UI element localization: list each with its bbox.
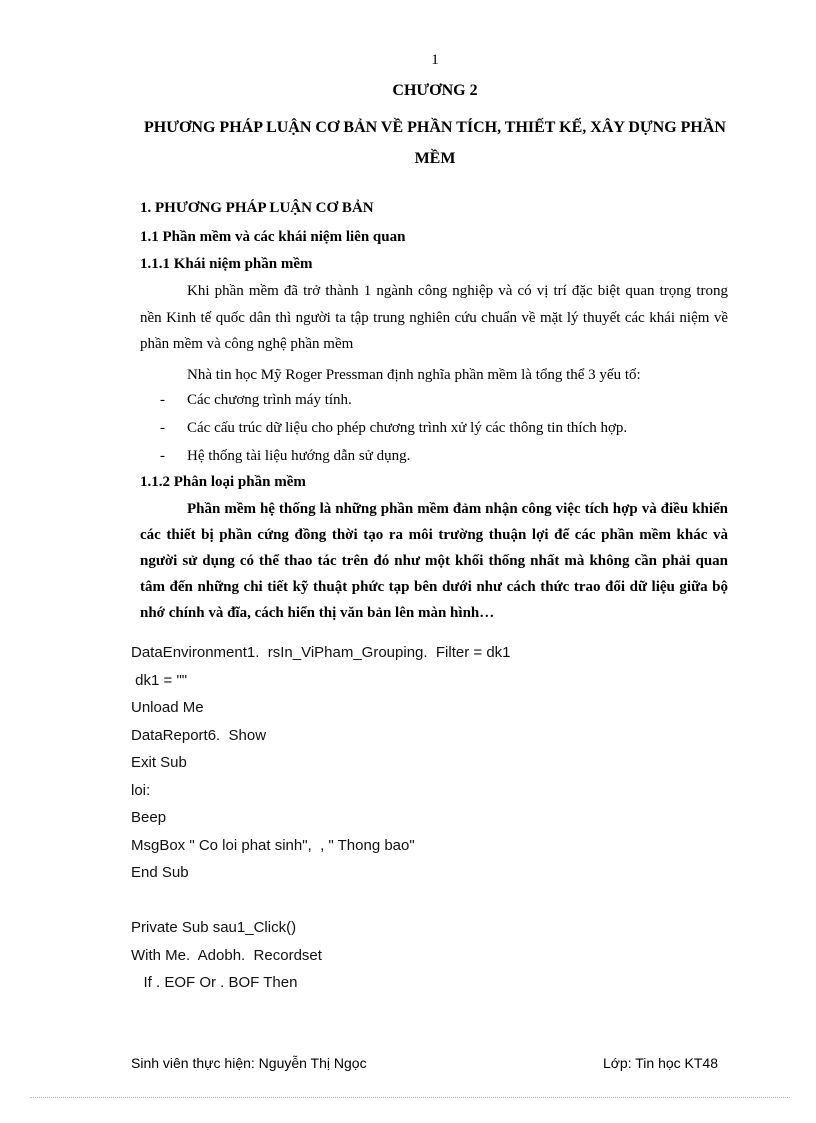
code-line: MsgBox " Co loi phat sinh", , " Thong bao" (131, 836, 415, 854)
chapter-heading: CHƯƠNG 2 (392, 82, 478, 99)
code-line: With Me. Adobh. Recordset (131, 946, 322, 964)
section-heading-1: 1. PHƯƠNG PHÁP LUẬN CƠ BẢN (140, 200, 374, 216)
paragraph-system-software (140, 496, 728, 626)
bullet-dash: - (160, 392, 165, 408)
code-line: DataReport6. Show (131, 726, 267, 744)
code-line: Unload Me (131, 699, 204, 716)
code-line: loi: (131, 781, 151, 799)
code-line: Exit Sub (131, 754, 187, 771)
bullet-item (160, 448, 410, 465)
page-number: 1 (431, 52, 439, 68)
bullet-text: Các cấu trúc dữ liệu cho phép chương trình xử lý các thông tin thích hợp. (187, 420, 628, 436)
bullet-item (160, 392, 352, 409)
paragraph-lead-term: Phần mềm hệ thống (187, 501, 316, 517)
section-heading-1-1: 1.1 Phần mềm và các khái niệm liên quan (140, 229, 406, 245)
footer-class: Lớp: Tin học KT48 (602, 1055, 718, 1071)
code-line: Beep (131, 809, 167, 826)
bullet-item (160, 420, 627, 437)
code-line: dk1 = "" (131, 671, 188, 689)
bullet-dash: - (160, 448, 165, 464)
code-block (131, 639, 511, 997)
section-heading-1-1-1: 1.1.1 Khái niệm phần mềm (140, 256, 313, 272)
footer-student: Sinh viên thực hiện: Nguyễn Thị Ngọc (131, 1055, 367, 1071)
paragraph-pressman-definition: Nhà tin học Mỹ Roger Pressman định nghĩa phần mềm là tổng thể 3 yếu tố: (187, 367, 641, 383)
bullet-text: Hệ thống tài liệu hướng dẫn sử dụng. (187, 448, 411, 464)
bullet-dash: - (160, 420, 165, 436)
code-line: End Sub (131, 864, 189, 881)
section-heading-1-1-2: 1.1.2 Phân loại phần mềm (140, 474, 306, 490)
code-line (131, 887, 511, 915)
code-line: DataEnvironment1. rsIn_ViPham_Grouping. Filter = dk1 (131, 644, 511, 661)
paragraph-software-concept: Khi phần mềm đã trở thành 1 ngành công nghiệp và có vị trí đặc biệt quan trọng trong nền Kinh tế quốc dân thì người ta tập trung nghiên cứu chuẩn về mặt lý thuyết các khái niệm về phần mềm và công nghệ phần mềm (140, 283, 728, 352)
code-line: Private Sub sau1_Click() (131, 919, 297, 936)
chapter-title: PHƯƠNG PHÁP LUẬN CƠ BẢN VỀ PHẦN TÍCH, THIẾT KẾ, XÂY DỰNG PHẦN MỀM (144, 119, 726, 167)
page-boundary-divider (30, 1097, 790, 1098)
code-line: If . EOF Or . BOF Then (131, 974, 298, 991)
paragraph-body: là những phần mềm đảm nhận công việc tích hợp và điều khiển các thiết bị phần cứng đồng thời tạo ra môi trường thuận lợi để các phần mềm khác và người sử dụng có thể thao tác trên đó như một khối thống nhất mà không cần phải quan tâm đến những chi tiết kỹ thuật phức tạp bên dưới như cách thức trao đổi dữ liệu giữa bộ nhớ chính và đĩa, cách hiển thị văn bản lên màn hình… (140, 501, 728, 621)
bullet-text: Các chương trình máy tính. (187, 392, 352, 408)
